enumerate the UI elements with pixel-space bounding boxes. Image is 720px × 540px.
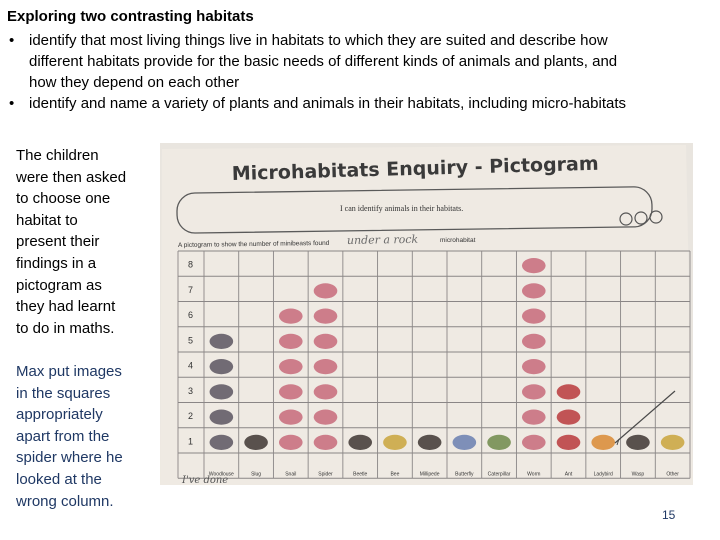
x-tick-label: Snail xyxy=(285,471,297,478)
x-tick-label: Beetle xyxy=(353,471,368,478)
y-tick-label: 2 xyxy=(188,411,194,422)
pictogram-mark xyxy=(383,435,407,450)
pictogram-mark xyxy=(522,258,546,273)
pictogram-mark xyxy=(661,435,685,450)
x-tick-label: Caterpillar xyxy=(487,471,511,478)
y-tick-label: 6 xyxy=(188,310,194,321)
pictogram-mark xyxy=(279,410,303,425)
comment-paragraph xyxy=(16,361,141,512)
worksheet-objective: I can identify animals in their habitats. xyxy=(340,204,464,213)
page-number: 15 xyxy=(662,508,676,522)
objective-item xyxy=(7,30,713,93)
y-tick-label: 7 xyxy=(188,284,194,295)
pictogram-mark xyxy=(210,384,234,399)
x-tick-label: Woodlouse xyxy=(208,471,234,478)
x-tick-label: Wasp xyxy=(631,471,645,478)
x-tick-label: Ladybird xyxy=(593,471,613,478)
pictogram-mark xyxy=(522,410,546,425)
pictogram-mark xyxy=(626,435,650,450)
x-tick-label: Spider xyxy=(318,471,333,478)
pictogram-mark xyxy=(244,435,268,450)
objective-line: identify and name a variety of plants and animals in their habitats, including micro-habitats xyxy=(29,95,626,112)
y-tick-label: 1 xyxy=(188,436,194,447)
description-paragraph xyxy=(16,145,141,339)
pictogram-mark xyxy=(314,283,338,298)
pictogram-mark xyxy=(210,435,234,450)
paragraph-line: Max put images xyxy=(16,363,122,380)
x-tick-label: Worm xyxy=(527,471,541,478)
objective-line: identify that most living things live in habitats to which they are suited and describe how xyxy=(29,32,608,49)
pictogram-mark xyxy=(279,435,303,450)
pictogram-mark xyxy=(279,334,303,349)
paragraph-line: in the squares xyxy=(16,384,111,402)
y-tick-label: 4 xyxy=(188,360,194,371)
pictogram-mark xyxy=(279,384,303,399)
pictogram-mark xyxy=(314,334,338,349)
pictogram-mark xyxy=(314,384,338,399)
x-tick-label: Butterfly xyxy=(455,471,474,478)
handwritten-habitat: under a rock xyxy=(346,232,419,247)
bullet-icon: • xyxy=(9,32,15,49)
pictogram-mark xyxy=(453,435,477,450)
objective-line: different habitats provide for the basic needs of different kinds of animals and plants, and xyxy=(29,53,618,70)
paragraph-line: looked at the xyxy=(16,470,102,488)
pictogram-mark xyxy=(522,283,546,298)
x-tick-label: Ant xyxy=(564,471,573,478)
pictogram-mark xyxy=(314,435,338,450)
paragraph-line: The children xyxy=(16,147,99,164)
pictogram-mark xyxy=(522,309,546,324)
paragraph-line: wrong column. xyxy=(16,492,114,510)
objective-line: how they depend on each other xyxy=(29,74,240,91)
objective-item xyxy=(7,93,713,114)
x-tick-label: Bee xyxy=(390,471,400,478)
pictogram-mark xyxy=(557,435,581,450)
paragraph-line: pictogram as xyxy=(16,276,102,294)
x-tick-label: Other xyxy=(666,471,679,478)
worksheet-instruction: A pictogram to show the number of minibeasts found xyxy=(177,239,330,249)
pictogram-mark xyxy=(314,359,338,374)
pictogram-mark xyxy=(210,359,234,374)
pictogram-mark xyxy=(522,359,546,374)
pictogram-mark xyxy=(522,384,546,399)
y-tick-label: 3 xyxy=(188,385,194,396)
pictogram-mark xyxy=(557,384,581,399)
footer-handwriting: I've done xyxy=(182,475,229,485)
pictogram-worksheet-photo xyxy=(160,143,693,485)
y-tick-label: 5 xyxy=(188,335,194,346)
paragraph-line: to do in maths. xyxy=(16,319,115,337)
x-tick-label: Millipede xyxy=(419,471,440,478)
worksheet-instruction-suffix: microhabitat xyxy=(440,237,476,244)
bullet-icon: • xyxy=(9,95,15,112)
paragraph-line: they had learnt xyxy=(16,298,116,316)
paragraph-line: habitat to xyxy=(16,211,78,229)
pictogram-mark xyxy=(522,334,546,349)
pictogram-mark xyxy=(557,410,581,425)
pictogram-mark xyxy=(487,435,511,450)
pictogram-mark xyxy=(591,435,615,450)
worksheet-paper xyxy=(160,145,693,485)
paragraph-line: apart from the xyxy=(16,427,110,445)
paragraph-line: to choose one xyxy=(16,190,111,208)
paragraph-line: were then asked xyxy=(16,168,127,186)
objectives-list xyxy=(7,30,713,114)
pictogram-mark xyxy=(279,359,303,374)
pictogram-mark xyxy=(279,309,303,324)
x-tick-label: Slug xyxy=(251,471,262,478)
slide-title: Exploring two contrasting habitats xyxy=(7,8,254,25)
pictogram-mark xyxy=(314,309,338,324)
pictogram-mark xyxy=(210,410,234,425)
pictogram-mark xyxy=(348,435,372,450)
pictogram-mark xyxy=(314,410,338,425)
worksheet-title: Microhabitats Enquiry - Pictogram xyxy=(231,152,599,185)
y-tick-label: 8 xyxy=(188,259,194,270)
paragraph-line: spider where he xyxy=(16,449,123,467)
pictogram-mark xyxy=(522,435,546,450)
paragraph-line: findings in a xyxy=(16,254,97,272)
paragraph-line: present their xyxy=(16,233,100,251)
pictogram-mark xyxy=(210,334,234,349)
paragraph-line: appropriately xyxy=(16,406,103,424)
pictogram-mark xyxy=(418,435,442,450)
